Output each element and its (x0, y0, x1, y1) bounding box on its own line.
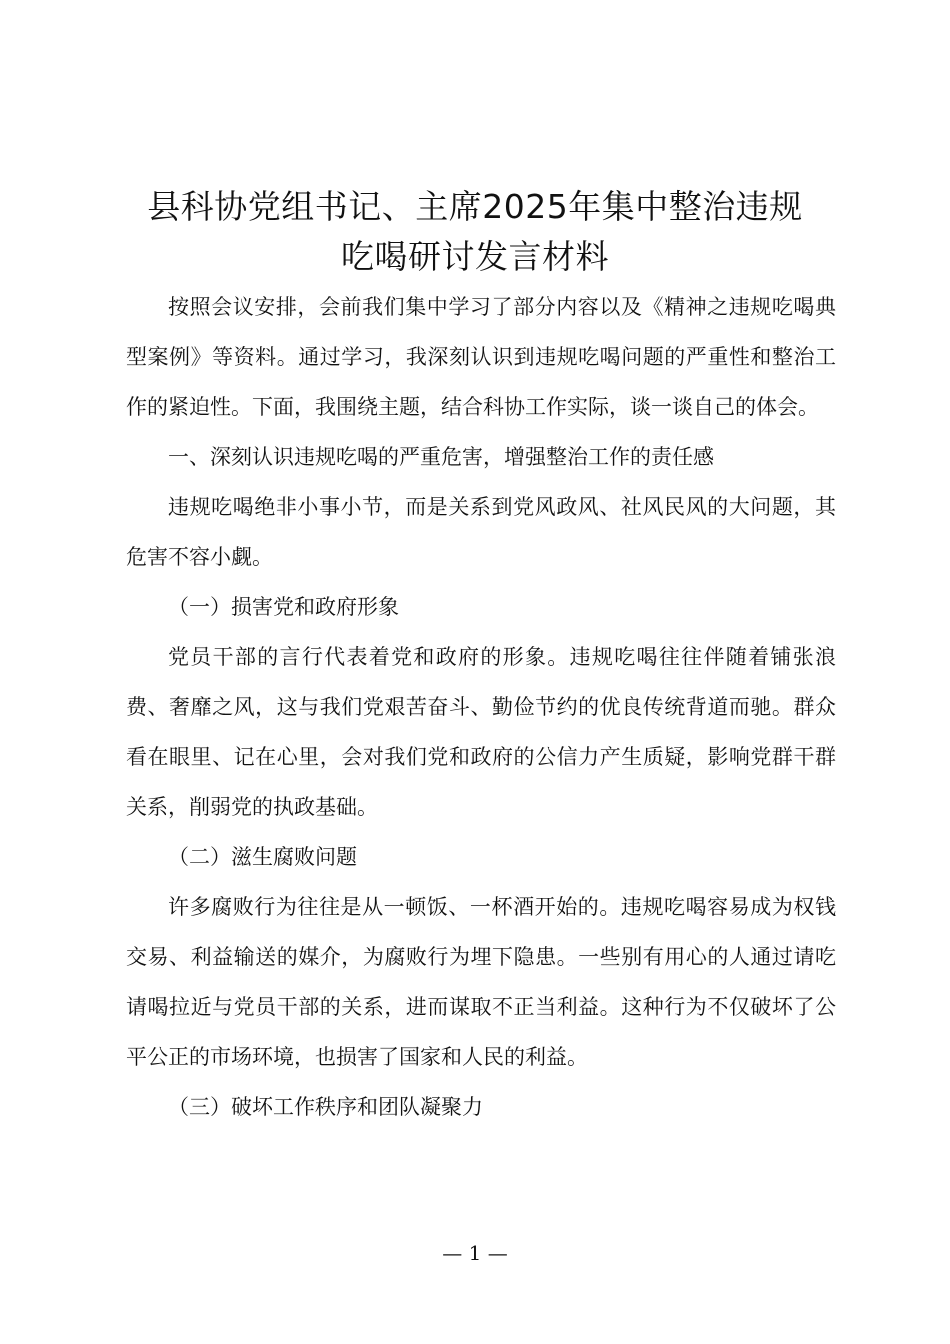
section-heading-1: 一、深刻认识违规吃喝的严重危害，增强整治工作的责任感 (168, 445, 714, 469)
document-title-line-1: 县科协党组书记、主席2025年集中整治违规 (147, 187, 803, 226)
subsection-heading-1: （一）损害党和政府形象 (168, 595, 399, 619)
document-body (126, 282, 836, 1132)
subsection-1-paragraph: 党员干部的言行代表着党和政府的形象。违规吃喝往往伴随着铺张浪费、奢靡之风，这与我们党艰苦奋斗、勤俭节约的优良传统背道而驰。群众看在眼里、记在心里，会对我们党和政府的公信力产生质疑，影响党群干群关系，削弱党的执政基础。 (126, 645, 836, 819)
subsection-heading-3: （三）破坏工作秩序和团队凝聚力 (168, 1095, 483, 1119)
intro-paragraph: 按照会议安排，会前我们集中学习了部分内容以及《精神之违规吃喝典型案例》等资料。通过学习，我深刻认识到违规吃喝问题的严重性和整治工作的紧迫性。下面，我围绕主题，结合科协工作实际，谈一谈自己的体会。 (126, 295, 836, 419)
document-title-line-2: 吃喝研讨发言材料 (341, 237, 609, 276)
section-1-paragraph: 违规吃喝绝非小事小节，而是关系到党风政风、社风民风的大问题，其危害不容小觑。 (126, 495, 836, 569)
subsection-2-paragraph: 许多腐败行为往往是从一顿饭、一杯酒开始的。违规吃喝容易成为权钱交易、利益输送的媒介，为腐败行为埋下隐患。一些别有用心的人通过请吃请喝拉近与党员干部的关系，进而谋取不正当利益。这种行为不仅破坏了公平公正的市场环境，也损害了国家和人民的利益。 (126, 895, 836, 1069)
page-number: — 1 — (442, 1241, 508, 1265)
subsection-heading-2: （二）滋生腐败问题 (168, 845, 357, 869)
